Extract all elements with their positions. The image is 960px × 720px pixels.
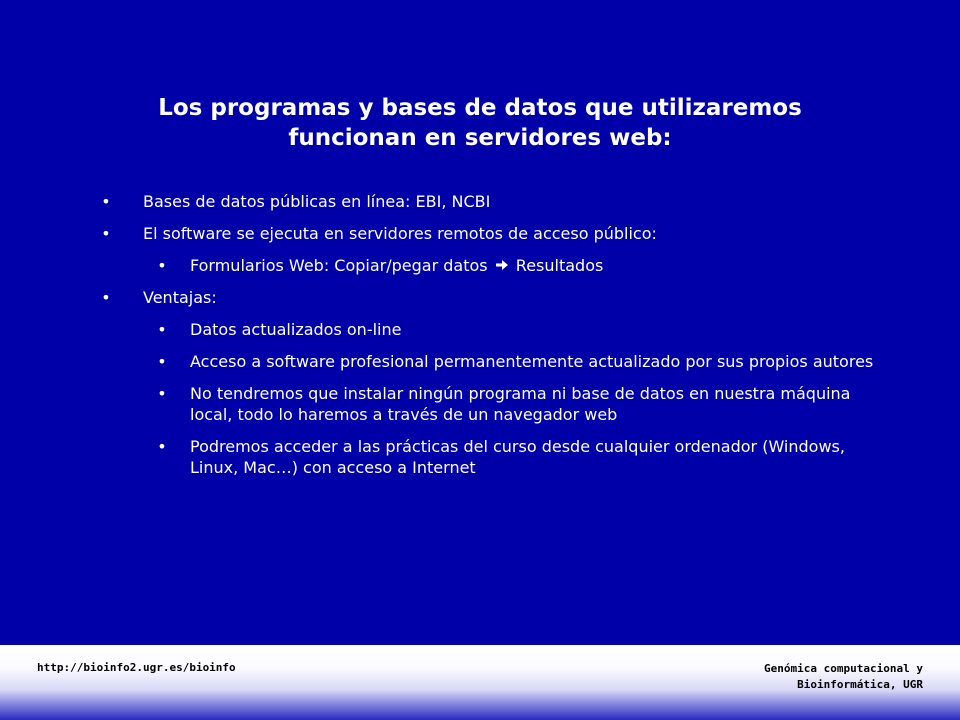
slide-title-line-1: Los programas y bases de datos que utilizaremos xyxy=(158,95,802,121)
bullet-text: Bases de datos públicas en línea: EBI, NCBI xyxy=(143,192,491,211)
sub-bullet-item xyxy=(100,383,890,425)
sub-bullet-item xyxy=(100,436,890,478)
slide-footer xyxy=(0,645,960,720)
bullet-text: Ventajas: xyxy=(143,288,217,307)
footer-credit xyxy=(764,661,923,693)
bullet-dot: • xyxy=(157,320,167,339)
bullet-list xyxy=(100,191,890,489)
bullet-item xyxy=(100,191,890,212)
bullet-dot: • xyxy=(157,352,167,371)
bullet-dot: • xyxy=(101,288,111,307)
bullet-dot: • xyxy=(101,192,111,211)
slide-title xyxy=(60,93,900,153)
bullet-dot: • xyxy=(157,256,167,275)
bullet-item xyxy=(100,287,890,308)
slide-title-line-2: funcionan en servidores web: xyxy=(288,125,672,151)
right-arrow-icon xyxy=(495,258,509,272)
bullet-text: Podremos acceder a las prácticas del curso desde cualquier ordenador (Windows, Linux, Mac…) con acceso a Internet xyxy=(190,437,845,477)
footer-url: http://bioinfo2.ugr.es/bioinfo xyxy=(37,661,236,674)
footer-credit-line-2: Bioinformática, UGR xyxy=(797,678,923,691)
bullet-item xyxy=(100,223,890,244)
bullet-dot: • xyxy=(101,224,111,243)
sub-bullet-item xyxy=(100,255,890,276)
bullet-text-before-arrow: Formularios Web: Copiar/pegar datos xyxy=(190,256,488,275)
sub-bullet-item xyxy=(100,351,890,372)
bullet-text: El software se ejecuta en servidores remotos de acceso público: xyxy=(143,224,657,243)
bullet-text-after-arrow: Resultados xyxy=(515,256,604,275)
bullet-text: No tendremos que instalar ningún programa ni base de datos en nuestra máquina local, todo lo haremos a través de un navegador web xyxy=(190,384,851,424)
bullet-text: Datos actualizados on-line xyxy=(190,320,402,339)
footer-credit-line-1: Genómica computacional y xyxy=(764,662,923,675)
bullet-text: Acceso a software profesional permanentemente actualizado por sus propios autores xyxy=(190,352,874,371)
bullet-dot: • xyxy=(157,384,167,403)
sub-bullet-item xyxy=(100,319,890,340)
bullet-dot: • xyxy=(157,437,167,456)
